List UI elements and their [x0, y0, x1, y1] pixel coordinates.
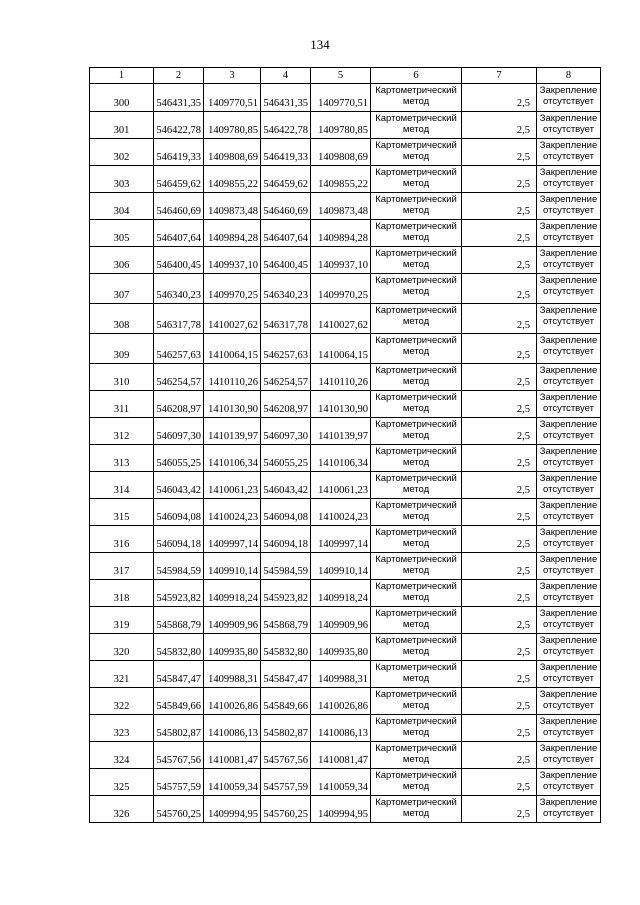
y-coordinate-cell: 1409970,25	[311, 274, 371, 304]
table-row	[90, 634, 601, 661]
x-coordinate-cell: 546094,08	[261, 499, 311, 526]
x-coordinate-cell: 546257,63	[261, 334, 311, 364]
page-number: 134	[310, 37, 330, 52]
fixing-cell: Закрепление отсутствует	[537, 445, 601, 472]
point-number-cell: 311	[90, 391, 154, 418]
table-body	[90, 84, 601, 823]
y-coordinate-cell: 1409770,51	[311, 84, 371, 112]
x-coordinate-cell: 546317,78	[261, 304, 311, 334]
header-cell: 1	[90, 68, 154, 84]
accuracy-cell: 2,5	[462, 84, 537, 112]
x-coordinate-cell: 546094,18	[154, 526, 204, 553]
y-coordinate-cell: 1409994,95	[204, 796, 261, 823]
fixing-cell: Закрепление отсутствует	[537, 247, 601, 274]
y-coordinate-cell: 1409935,80	[204, 634, 261, 661]
fixing-cell: Закрепление отсутствует	[537, 334, 601, 364]
x-coordinate-cell: 546340,23	[261, 274, 311, 304]
method-cell: Картометрический метод	[371, 472, 462, 499]
accuracy-cell: 2,5	[462, 391, 537, 418]
y-coordinate-cell: 1410061,23	[311, 472, 371, 499]
x-coordinate-cell: 546317,78	[154, 304, 204, 334]
table-row	[90, 364, 601, 391]
point-number-cell: 317	[90, 553, 154, 580]
accuracy-cell: 2,5	[462, 220, 537, 247]
table-row	[90, 796, 601, 823]
accuracy-cell: 2,5	[462, 688, 537, 715]
x-coordinate-cell: 546257,63	[154, 334, 204, 364]
point-number-cell: 308	[90, 304, 154, 334]
accuracy-cell: 2,5	[462, 166, 537, 193]
accuracy-cell: 2,5	[462, 553, 537, 580]
y-coordinate-cell: 1409988,31	[311, 661, 371, 688]
point-number-cell: 300	[90, 84, 154, 112]
fixing-cell: Закрепление отсутствует	[537, 715, 601, 742]
method-cell: Картометрический метод	[371, 769, 462, 796]
x-coordinate-cell: 546094,18	[261, 526, 311, 553]
table-row	[90, 661, 601, 688]
y-coordinate-cell: 1410059,34	[204, 769, 261, 796]
method-cell: Картометрический метод	[371, 661, 462, 688]
x-coordinate-cell: 545923,82	[154, 580, 204, 607]
x-coordinate-cell: 545847,47	[154, 661, 204, 688]
accuracy-cell: 2,5	[462, 472, 537, 499]
x-coordinate-cell: 546419,33	[261, 139, 311, 166]
method-cell: Картометрический метод	[371, 607, 462, 634]
y-coordinate-cell: 1409937,10	[204, 247, 261, 274]
method-cell: Картометрический метод	[371, 166, 462, 193]
point-number-cell: 305	[90, 220, 154, 247]
y-coordinate-cell: 1410139,97	[204, 418, 261, 445]
x-coordinate-cell: 546340,23	[154, 274, 204, 304]
table-row	[90, 580, 601, 607]
method-cell: Картометрический метод	[371, 499, 462, 526]
accuracy-cell: 2,5	[462, 274, 537, 304]
fixing-cell: Закрепление отсутствует	[537, 742, 601, 769]
x-coordinate-cell: 546043,42	[154, 472, 204, 499]
x-coordinate-cell: 546055,25	[154, 445, 204, 472]
point-number-cell: 320	[90, 634, 154, 661]
y-coordinate-cell: 1410027,62	[204, 304, 261, 334]
table-row	[90, 499, 601, 526]
fixing-cell: Закрепление отсутствует	[537, 661, 601, 688]
fixing-cell: Закрепление отсутствует	[537, 634, 601, 661]
y-coordinate-cell: 1409997,14	[204, 526, 261, 553]
fixing-cell: Закрепление отсутствует	[537, 499, 601, 526]
x-coordinate-cell: 546400,45	[154, 247, 204, 274]
y-coordinate-cell: 1409994,95	[311, 796, 371, 823]
y-coordinate-cell: 1409937,10	[311, 247, 371, 274]
fixing-cell: Закрепление отсутствует	[537, 139, 601, 166]
y-coordinate-cell: 1410086,13	[204, 715, 261, 742]
table-row	[90, 553, 601, 580]
point-number-cell: 325	[90, 769, 154, 796]
y-coordinate-cell: 1409855,22	[204, 166, 261, 193]
x-coordinate-cell: 545868,79	[261, 607, 311, 634]
y-coordinate-cell: 1410027,62	[311, 304, 371, 334]
fixing-cell: Закрепление отсутствует	[537, 304, 601, 334]
point-number-cell: 310	[90, 364, 154, 391]
y-coordinate-cell: 1410139,97	[311, 418, 371, 445]
x-coordinate-cell: 546254,57	[154, 364, 204, 391]
method-cell: Картометрический метод	[371, 796, 462, 823]
accuracy-cell: 2,5	[462, 634, 537, 661]
y-coordinate-cell: 1409808,69	[311, 139, 371, 166]
table-row	[90, 688, 601, 715]
method-cell: Картометрический метод	[371, 634, 462, 661]
table-row	[90, 607, 601, 634]
point-number-cell: 309	[90, 334, 154, 364]
x-coordinate-cell: 546459,62	[261, 166, 311, 193]
method-cell: Картометрический метод	[371, 139, 462, 166]
table-row	[90, 193, 601, 220]
y-coordinate-cell: 1409770,51	[204, 84, 261, 112]
y-coordinate-cell: 1409935,80	[311, 634, 371, 661]
method-cell: Картометрический метод	[371, 112, 462, 139]
table-row	[90, 220, 601, 247]
accuracy-cell: 2,5	[462, 304, 537, 334]
y-coordinate-cell: 1409997,14	[311, 526, 371, 553]
y-coordinate-cell: 1409918,24	[311, 580, 371, 607]
fixing-cell: Закрепление отсутствует	[537, 769, 601, 796]
y-coordinate-cell: 1410026,86	[311, 688, 371, 715]
y-coordinate-cell: 1409894,28	[204, 220, 261, 247]
x-coordinate-cell: 546422,78	[154, 112, 204, 139]
y-coordinate-cell: 1410061,23	[204, 472, 261, 499]
x-coordinate-cell: 545923,82	[261, 580, 311, 607]
x-coordinate-cell: 546407,64	[261, 220, 311, 247]
x-coordinate-cell: 546055,25	[261, 445, 311, 472]
y-coordinate-cell: 1409780,85	[311, 112, 371, 139]
table-row	[90, 715, 601, 742]
accuracy-cell: 2,5	[462, 364, 537, 391]
point-number-cell: 301	[90, 112, 154, 139]
y-coordinate-cell: 1409970,25	[204, 274, 261, 304]
x-coordinate-cell: 545984,59	[261, 553, 311, 580]
method-cell: Картометрический метод	[371, 418, 462, 445]
table-row	[90, 112, 601, 139]
fixing-cell: Закрепление отсутствует	[537, 391, 601, 418]
fixing-cell: Закрепление отсутствует	[537, 607, 601, 634]
x-coordinate-cell: 546208,97	[154, 391, 204, 418]
method-cell: Картометрический метод	[371, 553, 462, 580]
x-coordinate-cell: 545868,79	[154, 607, 204, 634]
y-coordinate-cell: 1410064,15	[204, 334, 261, 364]
method-cell: Картометрический метод	[371, 274, 462, 304]
method-cell: Картометрический метод	[371, 364, 462, 391]
method-cell: Картометрический метод	[371, 580, 462, 607]
fixing-cell: Закрепление отсутствует	[537, 796, 601, 823]
y-coordinate-cell: 1409855,22	[311, 166, 371, 193]
table-row	[90, 769, 601, 796]
accuracy-cell: 2,5	[462, 247, 537, 274]
method-cell: Картометрический метод	[371, 526, 462, 553]
y-coordinate-cell: 1409909,96	[204, 607, 261, 634]
point-number-cell: 302	[90, 139, 154, 166]
fixing-cell: Закрепление отсутствует	[537, 472, 601, 499]
fixing-cell: Закрепление отсутствует	[537, 580, 601, 607]
point-number-cell: 304	[90, 193, 154, 220]
y-coordinate-cell: 1409873,48	[204, 193, 261, 220]
y-coordinate-cell: 1409910,14	[311, 553, 371, 580]
x-coordinate-cell: 546208,97	[261, 391, 311, 418]
y-coordinate-cell: 1410106,34	[204, 445, 261, 472]
fixing-cell: Закрепление отсутствует	[537, 274, 601, 304]
x-coordinate-cell: 546431,35	[154, 84, 204, 112]
accuracy-cell: 2,5	[462, 661, 537, 688]
x-coordinate-cell: 546431,35	[261, 84, 311, 112]
x-coordinate-cell: 545832,80	[154, 634, 204, 661]
method-cell: Картометрический метод	[371, 334, 462, 364]
point-number-cell: 303	[90, 166, 154, 193]
accuracy-cell: 2,5	[462, 796, 537, 823]
method-cell: Картометрический метод	[371, 193, 462, 220]
header-cell: 4	[261, 68, 311, 84]
y-coordinate-cell: 1410110,26	[311, 364, 371, 391]
y-coordinate-cell: 1410026,86	[204, 688, 261, 715]
y-coordinate-cell: 1410064,15	[311, 334, 371, 364]
x-coordinate-cell: 545849,66	[261, 688, 311, 715]
accuracy-cell: 2,5	[462, 580, 537, 607]
y-coordinate-cell: 1409873,48	[311, 193, 371, 220]
fixing-cell: Закрепление отсутствует	[537, 193, 601, 220]
y-coordinate-cell: 1409780,85	[204, 112, 261, 139]
y-coordinate-cell: 1409909,96	[311, 607, 371, 634]
fixing-cell: Закрепление отсутствует	[537, 112, 601, 139]
point-number-cell: 324	[90, 742, 154, 769]
point-number-cell: 322	[90, 688, 154, 715]
point-number-cell: 326	[90, 796, 154, 823]
point-number-cell: 323	[90, 715, 154, 742]
x-coordinate-cell: 545757,59	[154, 769, 204, 796]
method-cell: Картометрический метод	[371, 84, 462, 112]
x-coordinate-cell: 546254,57	[261, 364, 311, 391]
accuracy-cell: 2,5	[462, 334, 537, 364]
y-coordinate-cell: 1410081,47	[311, 742, 371, 769]
accuracy-cell: 2,5	[462, 499, 537, 526]
y-coordinate-cell: 1410024,23	[204, 499, 261, 526]
point-number-cell: 306	[90, 247, 154, 274]
method-cell: Картометрический метод	[371, 247, 462, 274]
coordinates-table	[89, 67, 601, 823]
x-coordinate-cell: 546459,62	[154, 166, 204, 193]
x-coordinate-cell: 545802,87	[154, 715, 204, 742]
x-coordinate-cell: 545984,59	[154, 553, 204, 580]
y-coordinate-cell: 1409910,14	[204, 553, 261, 580]
fixing-cell: Закрепление отсутствует	[537, 220, 601, 247]
y-coordinate-cell: 1410059,34	[311, 769, 371, 796]
method-cell: Картометрический метод	[371, 220, 462, 247]
header-cell: 3	[204, 68, 261, 84]
table-row	[90, 445, 601, 472]
x-coordinate-cell: 546400,45	[261, 247, 311, 274]
accuracy-cell: 2,5	[462, 769, 537, 796]
fixing-cell: Закрепление отсутствует	[537, 364, 601, 391]
x-coordinate-cell: 545847,47	[261, 661, 311, 688]
x-coordinate-cell: 545849,66	[154, 688, 204, 715]
x-coordinate-cell: 546419,33	[154, 139, 204, 166]
method-cell: Картометрический метод	[371, 715, 462, 742]
y-coordinate-cell: 1409988,31	[204, 661, 261, 688]
x-coordinate-cell: 546097,30	[261, 418, 311, 445]
accuracy-cell: 2,5	[462, 526, 537, 553]
table-row	[90, 304, 601, 334]
y-coordinate-cell: 1410086,13	[311, 715, 371, 742]
point-number-cell: 319	[90, 607, 154, 634]
x-coordinate-cell: 546460,69	[154, 193, 204, 220]
header-cell: 7	[462, 68, 537, 84]
x-coordinate-cell: 545832,80	[261, 634, 311, 661]
x-coordinate-cell: 545760,25	[261, 796, 311, 823]
accuracy-cell: 2,5	[462, 193, 537, 220]
point-number-cell: 318	[90, 580, 154, 607]
table-row	[90, 166, 601, 193]
table-row	[90, 274, 601, 304]
accuracy-cell: 2,5	[462, 139, 537, 166]
fixing-cell: Закрепление отсутствует	[537, 526, 601, 553]
fixing-cell: Закрепление отсутствует	[537, 688, 601, 715]
point-number-cell: 321	[90, 661, 154, 688]
table-row	[90, 84, 601, 112]
accuracy-cell: 2,5	[462, 112, 537, 139]
y-coordinate-cell: 1410130,90	[204, 391, 261, 418]
x-coordinate-cell: 546422,78	[261, 112, 311, 139]
accuracy-cell: 2,5	[462, 607, 537, 634]
method-cell: Картометрический метод	[371, 688, 462, 715]
x-coordinate-cell: 546460,69	[261, 193, 311, 220]
method-cell: Картометрический метод	[371, 742, 462, 769]
y-coordinate-cell: 1410024,23	[311, 499, 371, 526]
fixing-cell: Закрепление отсутствует	[537, 166, 601, 193]
accuracy-cell: 2,5	[462, 445, 537, 472]
y-coordinate-cell: 1409918,24	[204, 580, 261, 607]
fixing-cell: Закрепление отсутствует	[537, 553, 601, 580]
point-number-cell: 307	[90, 274, 154, 304]
point-number-cell: 316	[90, 526, 154, 553]
x-coordinate-cell: 545757,59	[261, 769, 311, 796]
method-cell: Картометрический метод	[371, 445, 462, 472]
y-coordinate-cell: 1410130,90	[311, 391, 371, 418]
y-coordinate-cell: 1410110,26	[204, 364, 261, 391]
header-cell: 2	[154, 68, 204, 84]
fixing-cell: Закрепление отсутствует	[537, 418, 601, 445]
point-number-cell: 315	[90, 499, 154, 526]
point-number-cell: 314	[90, 472, 154, 499]
table-row	[90, 247, 601, 274]
y-coordinate-cell: 1409808,69	[204, 139, 261, 166]
table-row	[90, 334, 601, 364]
table-row	[90, 472, 601, 499]
x-coordinate-cell: 546407,64	[154, 220, 204, 247]
x-coordinate-cell: 545760,25	[154, 796, 204, 823]
y-coordinate-cell: 1409894,28	[311, 220, 371, 247]
x-coordinate-cell: 545802,87	[261, 715, 311, 742]
accuracy-cell: 2,5	[462, 742, 537, 769]
header-row	[90, 68, 601, 84]
y-coordinate-cell: 1410081,47	[204, 742, 261, 769]
x-coordinate-cell: 546097,30	[154, 418, 204, 445]
accuracy-cell: 2,5	[462, 418, 537, 445]
fixing-cell: Закрепление отсутствует	[537, 84, 601, 112]
table-row	[90, 391, 601, 418]
header-cell: 5	[311, 68, 371, 84]
header-cell: 8	[537, 68, 601, 84]
method-cell: Картометрический метод	[371, 304, 462, 334]
table-row	[90, 139, 601, 166]
x-coordinate-cell: 546094,08	[154, 499, 204, 526]
point-number-cell: 312	[90, 418, 154, 445]
x-coordinate-cell: 545767,56	[261, 742, 311, 769]
header-cell: 6	[371, 68, 462, 84]
table-row	[90, 526, 601, 553]
point-number-cell: 313	[90, 445, 154, 472]
table-row	[90, 742, 601, 769]
x-coordinate-cell: 546043,42	[261, 472, 311, 499]
x-coordinate-cell: 545767,56	[154, 742, 204, 769]
accuracy-cell: 2,5	[462, 715, 537, 742]
table-row	[90, 418, 601, 445]
method-cell: Картометрический метод	[371, 391, 462, 418]
y-coordinate-cell: 1410106,34	[311, 445, 371, 472]
